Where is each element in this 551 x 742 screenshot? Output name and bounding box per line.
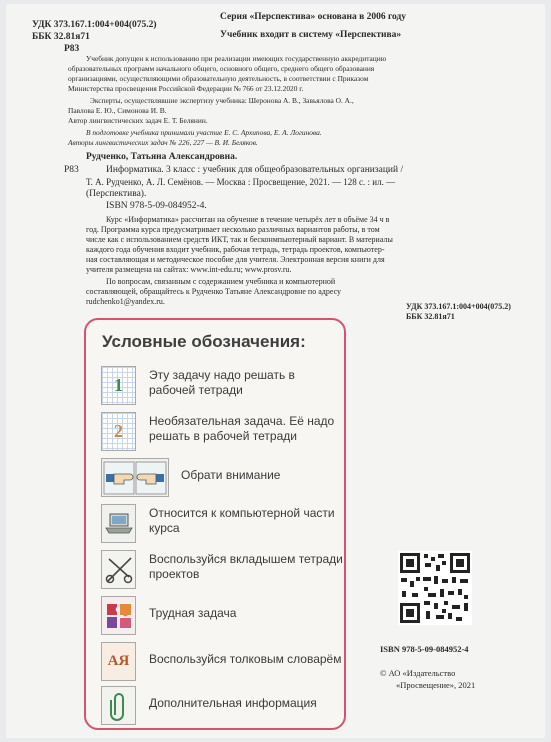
udk-code: УДК 373.167.1:004+004(075.2) bbox=[32, 20, 157, 30]
legend-item-extra-info bbox=[101, 686, 341, 726]
experts-line: Павлова Е. Ю., Симонова И. В. bbox=[68, 106, 167, 115]
copyright-line: © АО «Издательство bbox=[380, 668, 456, 678]
preparation-line: Авторы лингвистических задач № 226, 227 — В. И. Беляков. bbox=[68, 138, 258, 147]
workbook-task-1-icon bbox=[101, 366, 136, 405]
legend-item-optional-task bbox=[101, 412, 341, 452]
approval-line: Министерства просвещения Российской Федерации № 766 от 23.12.2020 г. bbox=[68, 84, 304, 93]
description-line: числе как с использованием средств ИКТ, так и бесконмпьютерный вариант. В материалы bbox=[86, 235, 393, 244]
legend-label: Эту задачу надо решать в рабочей тетради bbox=[149, 368, 295, 397]
contact-line: составляющей, обращайтесь к Рудченко Татьяне Александровне по адресу bbox=[86, 287, 342, 296]
scissors-icon bbox=[101, 550, 136, 589]
book-page bbox=[6, 4, 545, 738]
description-line: год. Программа курса предусматривает несколько различных вариантов работы, в том bbox=[86, 225, 380, 234]
bib-line: (Перспектива). bbox=[86, 189, 147, 199]
laptop-icon bbox=[101, 504, 136, 543]
task-number: 2 bbox=[114, 421, 123, 441]
bib-line: Информатика. 3 класс : учебник для общеобразовательных организаций / bbox=[106, 165, 404, 175]
catalog-code: Р83 bbox=[64, 44, 80, 54]
description-line: каждого года обучения входит учебник, рабочая тетрадь, тетрадь проектов, компьютер- bbox=[86, 245, 385, 254]
optional-task-2-icon bbox=[101, 412, 136, 451]
description-line: учителя размещена на сайтах: www.int-edu.ru; www.prosv.ru. bbox=[86, 265, 292, 274]
experts-line: Эксперты, осуществлявшие экспертизу учебника: Шеронова А. В., Завьялова О. А., bbox=[90, 96, 354, 105]
bib-author: Рудченко, Татьяна Александровна. bbox=[86, 152, 238, 162]
system-line: Учебник входит в систему «Перспектива» bbox=[220, 30, 402, 40]
legend-item-dictionary bbox=[101, 642, 341, 682]
footer-isbn: ISBN 978-5-09-084952-4 bbox=[380, 644, 469, 654]
legend-panel bbox=[84, 318, 346, 730]
legend-item-hard-task bbox=[101, 596, 341, 636]
legend-item-projects-insert bbox=[101, 550, 341, 590]
description-line: Курс «Информатика» рассчитан на обучение в течение четырёх лет в объёме 34 ч в bbox=[106, 215, 390, 224]
legend-item-workbook-task bbox=[101, 366, 341, 406]
legend-title: Условные обозначения: bbox=[102, 332, 306, 351]
legend-label: Необязательная задача. Её надо решать в рабочей тетради bbox=[149, 414, 335, 443]
legend-label: Относится к компьютерной части курса bbox=[149, 506, 335, 535]
description-line: ная составляющая и методическое пособие для учителя. Электронная версия книги для bbox=[86, 255, 385, 264]
puzzle-icon bbox=[101, 596, 136, 635]
legend-item-computer bbox=[101, 504, 341, 544]
pointing-hands-icon bbox=[101, 458, 169, 497]
udk-code-repeat: УДК 373.167.1:004+004(075.2) bbox=[406, 302, 511, 311]
bib-line: Т. А. Рудченко, А. Л. Семёнов. — Москва : Просвещение, 2021. — 128 с. : ил. — bbox=[86, 177, 396, 187]
contact-line: По вопросам, связанным с содержанием учебника и компьютерной bbox=[106, 277, 336, 286]
preparation-line: В подготовке учебника принимали участие Е. С. Архипова, Е. А. Логинова. bbox=[86, 128, 322, 137]
legend-item-attention bbox=[101, 458, 341, 498]
legend-label: Дополнительная информация bbox=[149, 696, 317, 710]
task-number: 1 bbox=[114, 375, 123, 395]
qr-code bbox=[398, 551, 472, 625]
dictionary-icon bbox=[101, 642, 136, 681]
author-tasks-line: Автор лингвистических задач Е. Т. Белянин. bbox=[68, 116, 208, 125]
approval-line: организациями, осуществляющими образовательную деятельность, в соответствии с Приказом bbox=[68, 74, 369, 83]
bbk-code-repeat: ББК 32.81я71 bbox=[406, 312, 455, 321]
approval-line: Учебник допущен к использованию при реализации имеющих государственную аккредитацию bbox=[86, 54, 387, 63]
bbk-code: ББК 32.81я71 bbox=[32, 32, 90, 42]
contact-email: rudchenko1@yandex.ru. bbox=[86, 297, 165, 306]
legend-label: Воспользуйся толковым словарём bbox=[149, 652, 342, 666]
legend-label: Трудная задача bbox=[149, 606, 237, 620]
dictionary-glyph: АЯ bbox=[107, 653, 130, 669]
approval-line: образовательных программ начального общего, основного общего, среднего общего образования bbox=[68, 64, 375, 73]
paperclip-icon bbox=[101, 686, 136, 725]
series-line: Серия «Перспектива» основана в 2006 году bbox=[220, 12, 407, 22]
legend-label: Воспользуйся вкладышем тетради проектов bbox=[149, 552, 343, 581]
legend-label: Обрати внимание bbox=[181, 468, 281, 482]
bib-code: Р83 bbox=[64, 165, 79, 175]
copyright-line: «Просвещение», 2021 bbox=[396, 680, 476, 690]
bib-isbn: ISBN 978-5-09-084952-4. bbox=[106, 201, 207, 211]
